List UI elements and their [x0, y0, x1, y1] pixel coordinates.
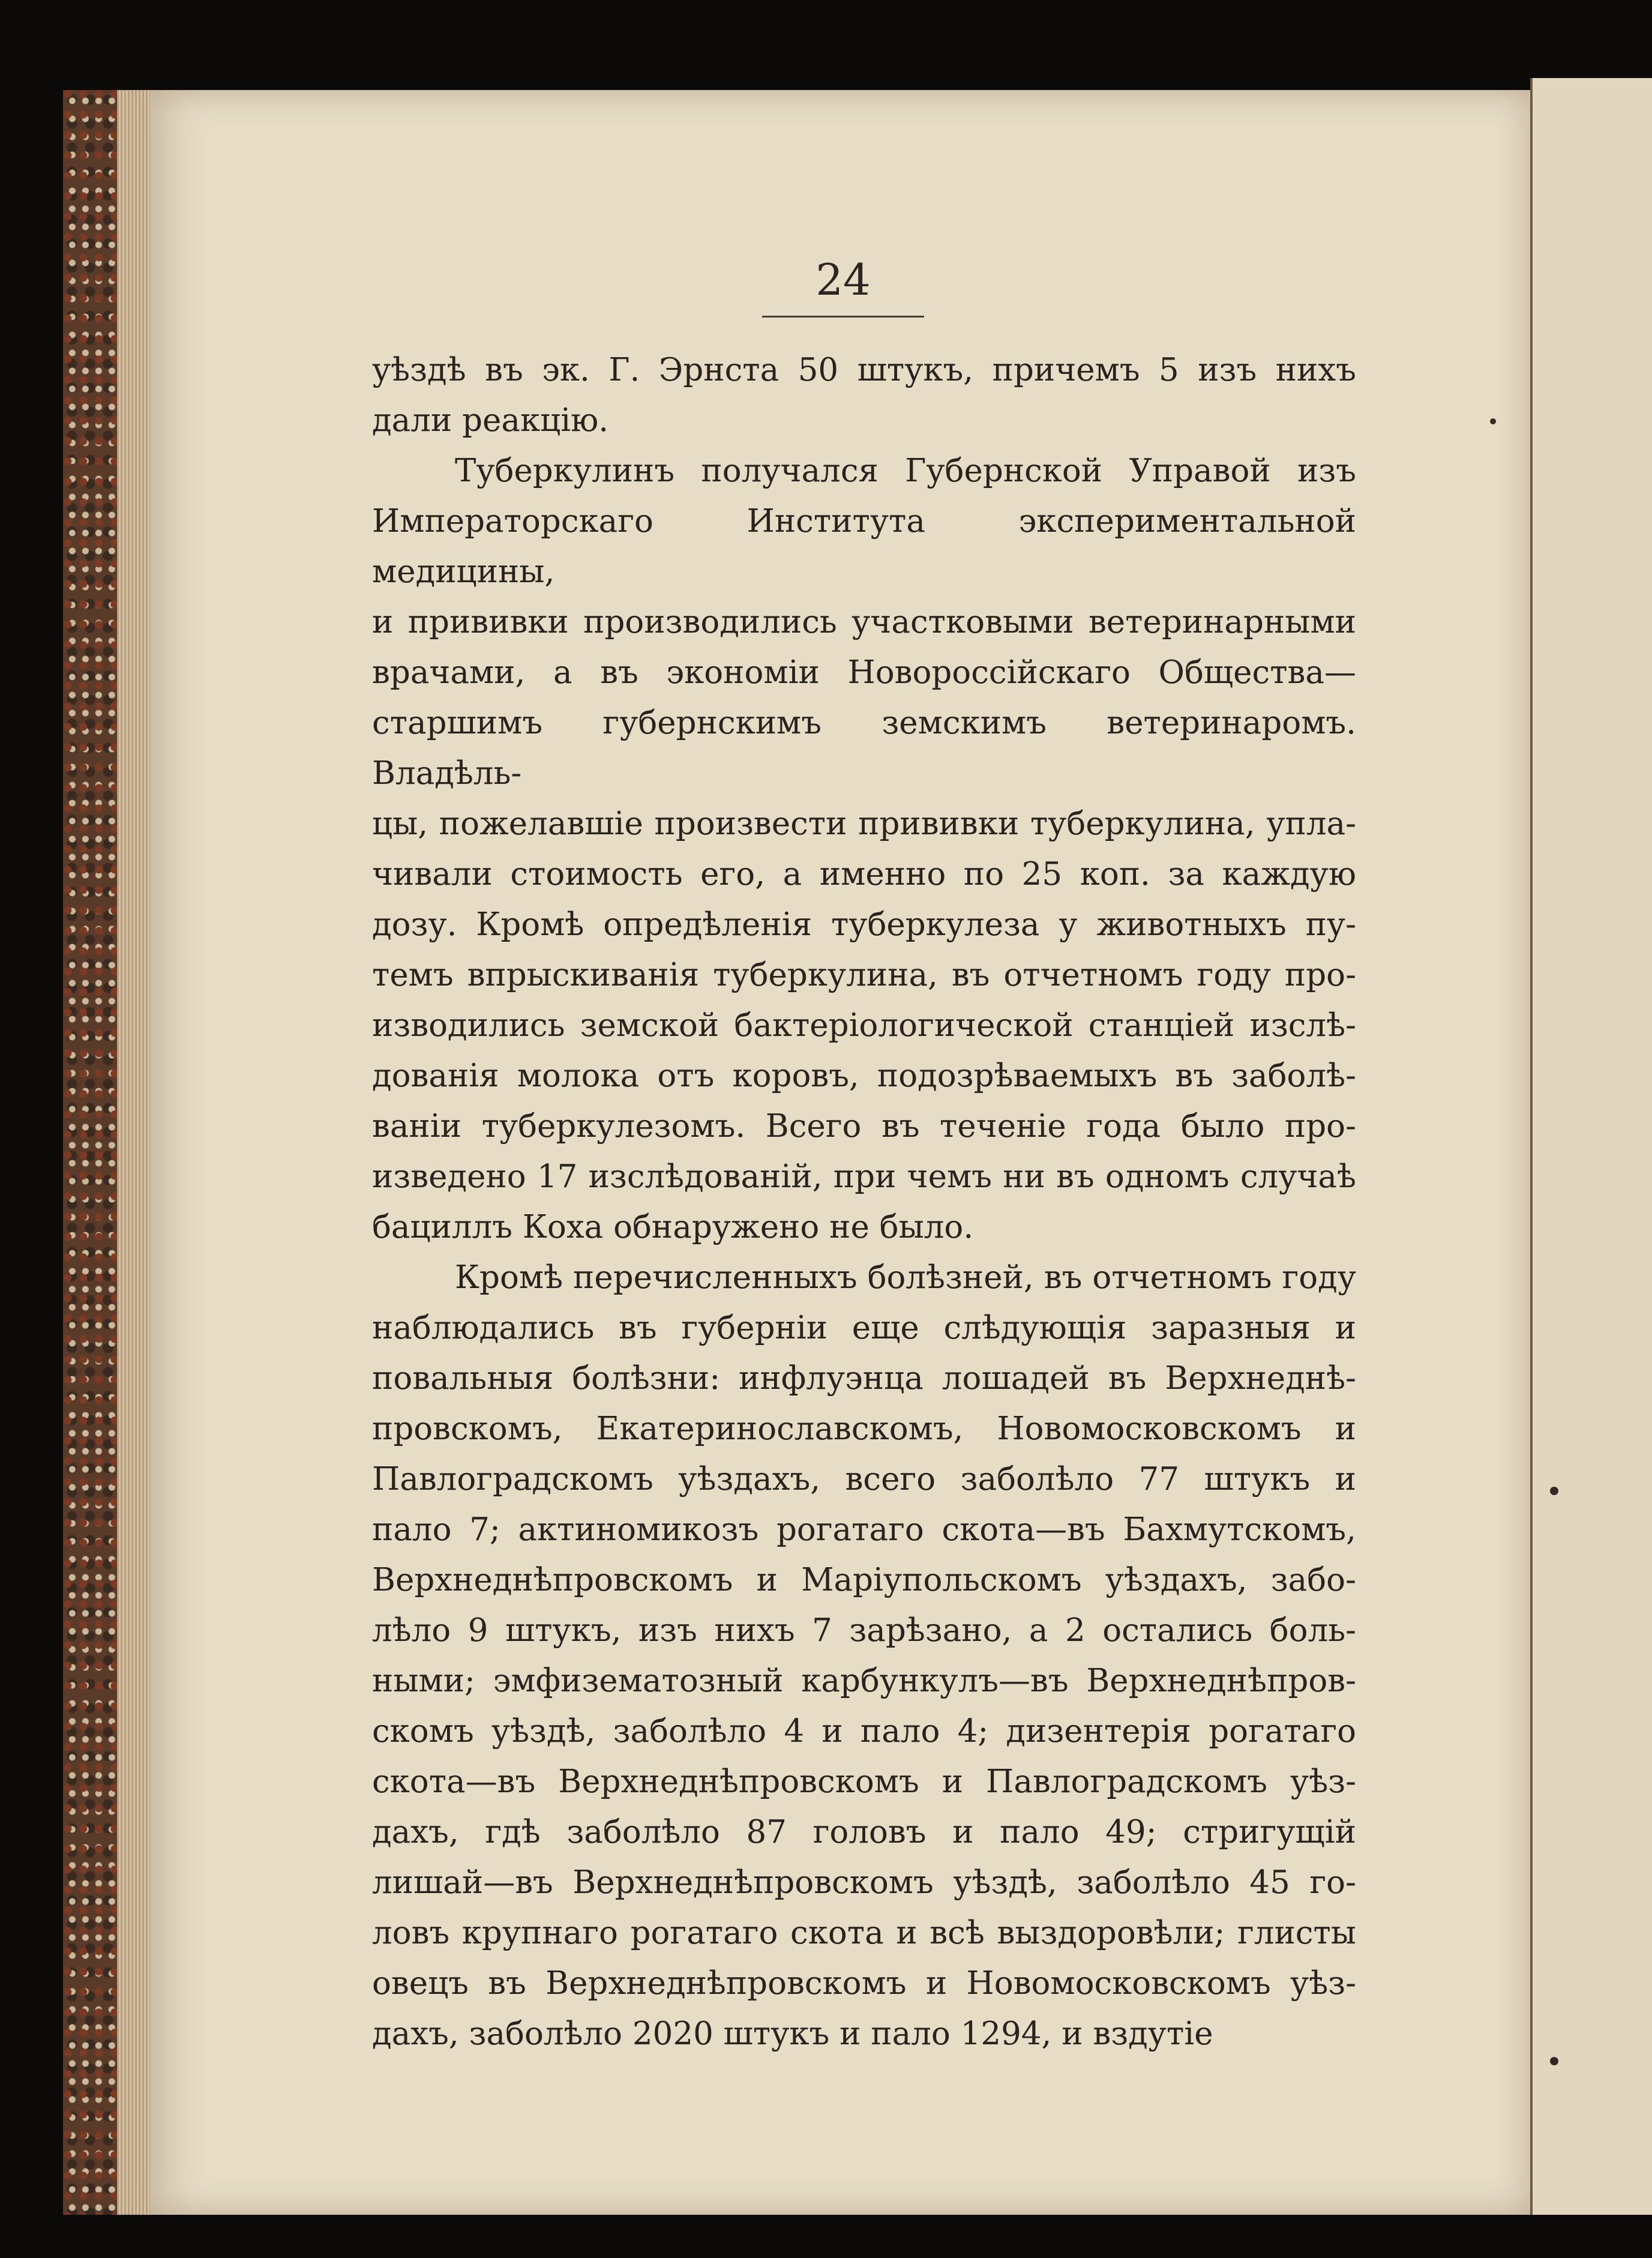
text-line: чивали стоимость его, а именно по 25 коп. за каждую: [372, 856, 1356, 893]
text-line: скота—въ Верхнеднѣпровскомъ и Павлоградскомъ уѣз-: [372, 1763, 1356, 1800]
text-line: овецъ въ Верхнеднѣпровскомъ и Новомосковскомъ уѣз-: [372, 1965, 1356, 2002]
text-line: Кромѣ перечисленныхъ болѣзней, въ отчетномъ году: [455, 1259, 1356, 1296]
text-line: врачами, а въ экономіи Новороссійскаго Общества—: [372, 654, 1356, 691]
text-line: Туберкулинъ получался Губернской Управой изъ: [455, 453, 1356, 489]
text-line: цы, пожелавшіе произвести прививки туберкулина, упла-: [372, 805, 1356, 842]
text-line: ными; эмфизематозный карбункулъ—въ Верхнеднѣпров-: [372, 1663, 1356, 1699]
text-line: Павлоградскомъ уѣздахъ, всего заболѣло 77 штукъ и: [372, 1461, 1356, 1498]
text-line: изводились земской бактеріологической станціей изслѣ-: [372, 1007, 1356, 1044]
text-line: дахъ, гдѣ заболѣло 87 головъ и пало 49; стригущій: [372, 1814, 1356, 1850]
page-header: [762, 254, 924, 318]
page-stack-edge: [117, 90, 153, 2215]
text-line: изведено 17 изслѣдованій, при чемъ ни въ одномъ случаѣ: [372, 1158, 1356, 1195]
text-line: Императорскаго Института экспериментальной медицины,: [372, 503, 1356, 590]
text-line: лишай—въ Верхнеднѣпровскомъ уѣздѣ, заболѣло 45 го-: [372, 1864, 1356, 1901]
text-line: старшимъ губернскимъ земскимъ ветеринаромъ. Владѣль-: [372, 705, 1356, 792]
text-line: скомъ уѣздѣ, заболѣло 4 и пало 4; дизентерія рогатаго: [372, 1713, 1356, 1750]
marbled-book-edge: [63, 90, 121, 2215]
text-line: ловъ крупнаго рогатаго скота и всѣ выздоровѣли; глисты: [372, 1915, 1356, 1951]
text-line: дованія молока отъ коровъ, подозрѣваемыхъ въ заболѣ-: [372, 1058, 1356, 1094]
text-line: дахъ, заболѣло 2020 штукъ и пало 1294, и вздутіе: [372, 2016, 1213, 2052]
text-line: пало 7; актиномикозъ рогатаго скота—въ Бахмутскомъ,: [372, 1511, 1356, 1548]
text-line: Верхнеднѣпровскомъ и Маріупольскомъ уѣздахъ, забо-: [372, 1562, 1356, 1598]
page-number: 24: [815, 254, 871, 305]
body-text: [372, 345, 1356, 2059]
text-line: повальныя болѣзни: инфлуэнца лошадей въ Верхнеднѣ-: [372, 1360, 1356, 1397]
facing-page-edge: [1530, 78, 1652, 2215]
text-line: лѣло 9 штукъ, изъ нихъ 7 зарѣзано, а 2 остались боль-: [372, 1612, 1356, 1649]
text-line: дозу. Кромѣ опредѣленія туберкулеза у животныхъ пу-: [372, 906, 1356, 943]
text-line: уѣздѣ въ эк. Г. Эрнста 50 штукъ, причемъ 5 изъ нихъ: [372, 352, 1356, 388]
paper-speck: [1490, 418, 1496, 424]
paper-speck: [1550, 2057, 1558, 2065]
header-rule: [762, 316, 924, 318]
text-line: и прививки производились участковыми ветеринарными: [372, 604, 1356, 640]
text-line: дали реакцію.: [372, 402, 609, 439]
text-line: провскомъ, Екатеринославскомъ, Новомосковскомъ и: [372, 1410, 1356, 1447]
text-line: ваніи туберкулезомъ. Всего въ теченіе года было про-: [372, 1108, 1356, 1145]
text-line: бациллъ Коха обнаружено не было.: [372, 1209, 974, 1245]
paper-speck: [1550, 1487, 1558, 1495]
text-line: наблюдались въ губерніи еще слѣдующія заразныя и: [372, 1310, 1356, 1346]
text-line: темъ впрыскиванія туберкулина, въ отчетномъ году про-: [372, 957, 1356, 993]
